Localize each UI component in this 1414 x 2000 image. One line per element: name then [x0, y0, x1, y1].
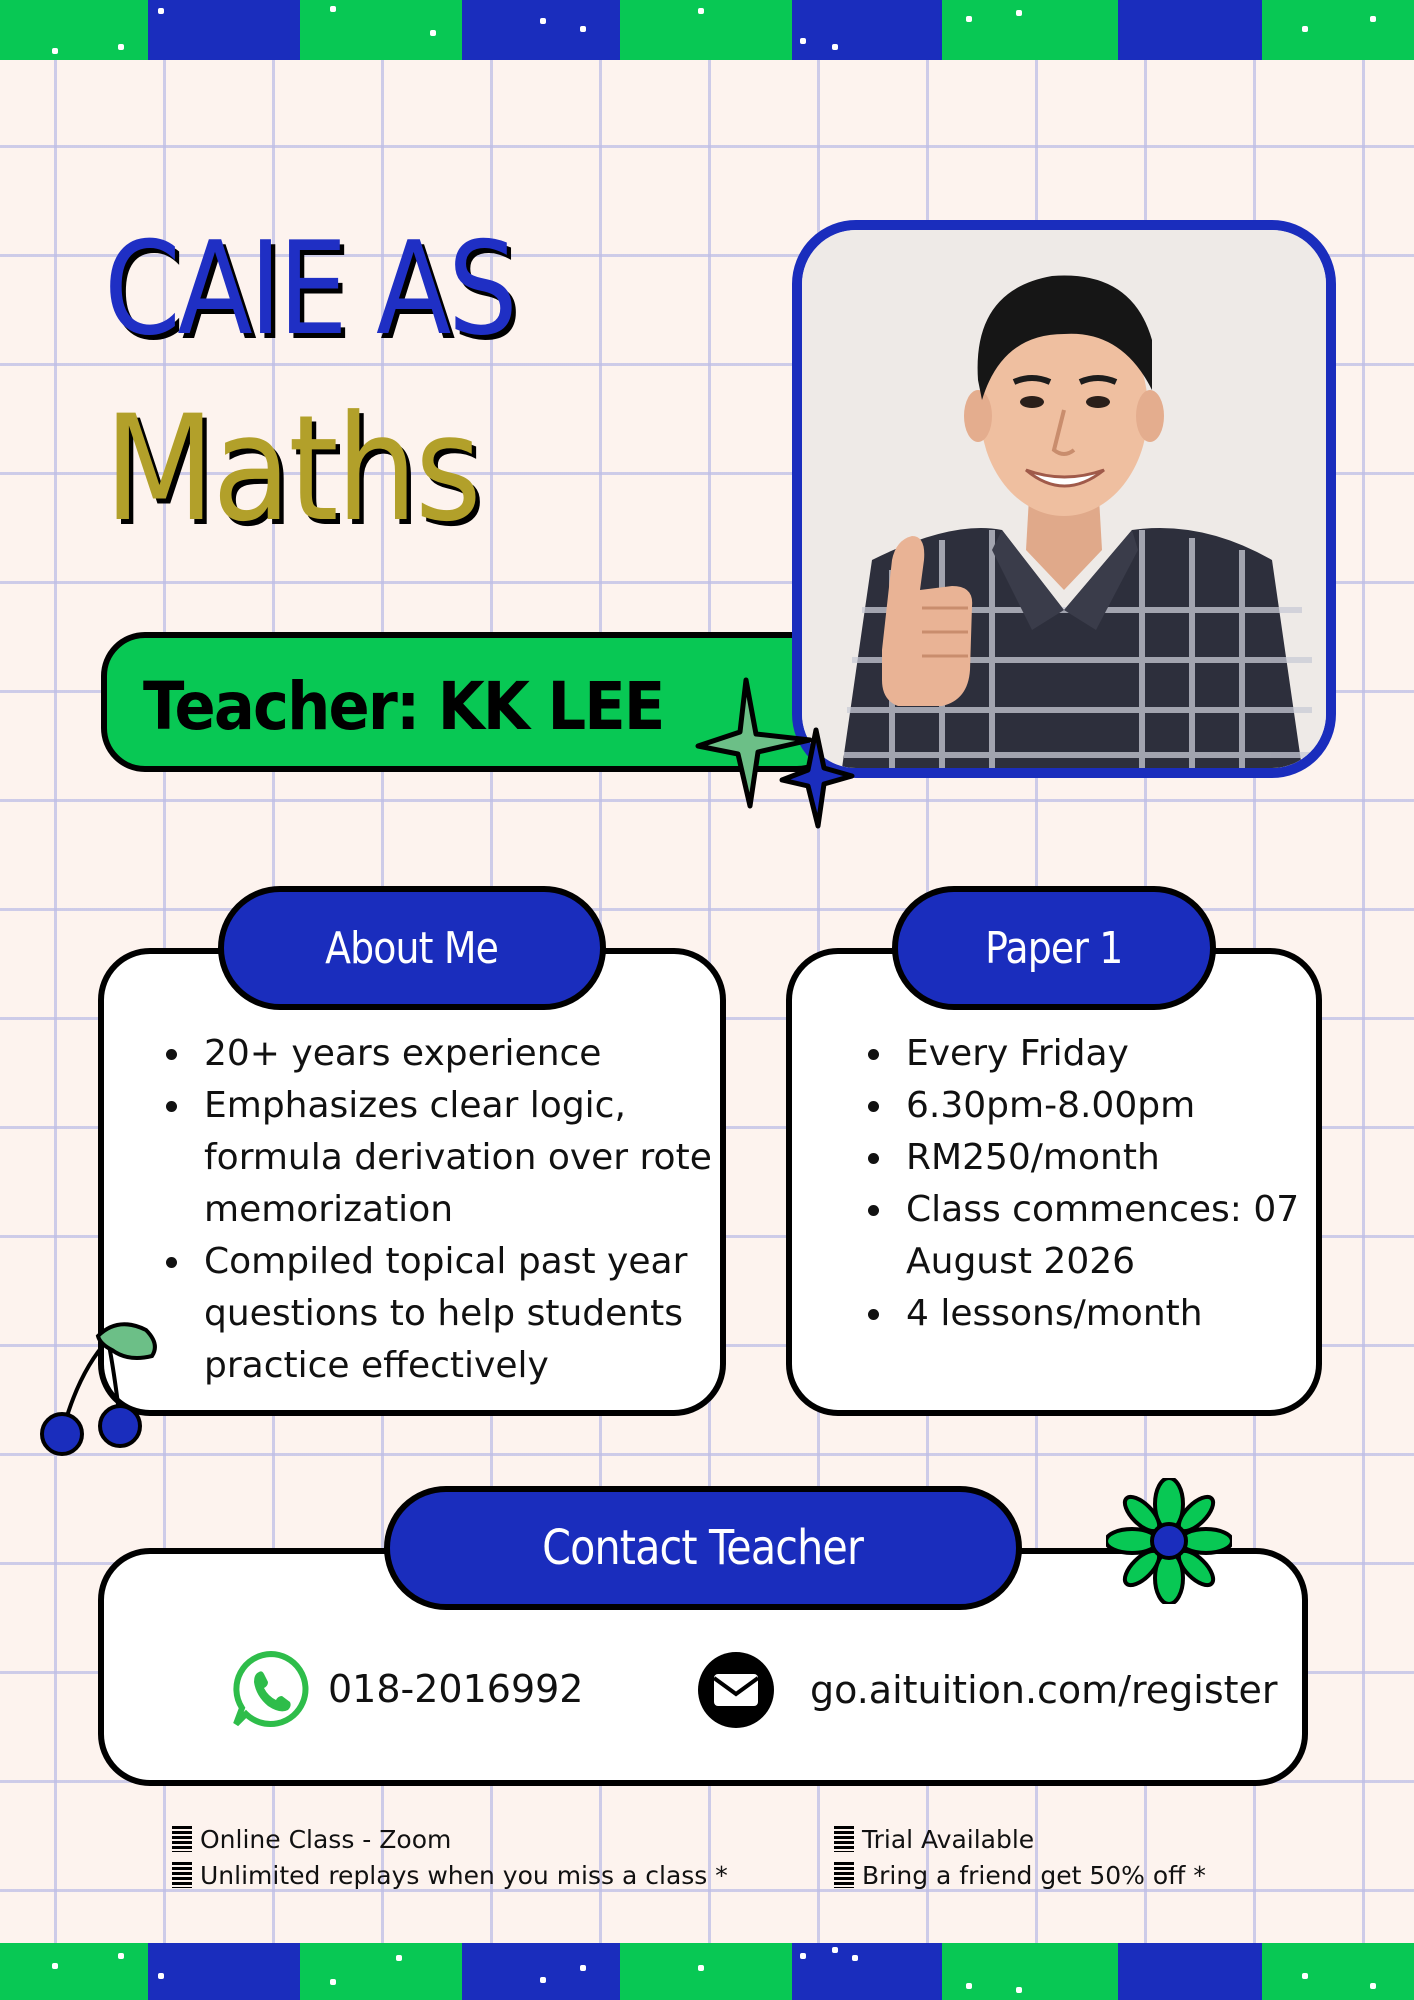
note-online-class: Online Class - Zoom	[172, 1822, 451, 1858]
about-item-experience: 20+ years experience	[160, 1028, 720, 1080]
paper-item-fee: RM250/month	[862, 1132, 1322, 1184]
note-bar-icon	[834, 1862, 854, 1888]
teacher-name-label: Teacher: KK LEE	[143, 668, 664, 745]
paper-item-commence: Class commences: 07 August 2026	[862, 1184, 1322, 1288]
contact-website-url: go.aituition.com/register	[810, 1668, 1278, 1712]
about-me-list	[160, 1028, 720, 1392]
teacher-portrait-illustration	[802, 230, 1326, 768]
note-bar-icon	[834, 1826, 854, 1852]
about-item-past-year: Compiled topical past year questions to help students practice effectively	[160, 1236, 720, 1392]
note-bar-icon	[172, 1826, 192, 1852]
email-icon	[696, 1650, 776, 1730]
top-decorative-stripe	[0, 0, 1414, 60]
paper-item-day: Every Friday	[862, 1028, 1322, 1080]
whatsapp-icon	[232, 1650, 310, 1728]
note-bar-icon	[172, 1862, 192, 1888]
paper-item-time: 6.30pm-8.00pm	[862, 1080, 1322, 1132]
bottom-decorative-stripe	[0, 1943, 1414, 2000]
note-trial: Trial Available	[834, 1822, 1034, 1858]
sparkle-stars-icon	[694, 668, 864, 838]
about-me-heading: About Me	[218, 886, 606, 1010]
note-unlimited-replays: Unlimited replays when you miss a class *	[172, 1858, 728, 1894]
course-title-line1: CAIE AS	[104, 215, 515, 364]
cherry-icon	[28, 1310, 168, 1460]
paper-1-details-list	[862, 1028, 1322, 1340]
course-title-line2: Maths	[104, 384, 480, 554]
paper-1-heading: Paper 1	[892, 886, 1216, 1010]
contact-teacher-heading: Contact Teacher	[384, 1486, 1022, 1610]
flower-icon	[1106, 1478, 1232, 1604]
contact-phone[interactable]	[232, 1650, 583, 1728]
teacher-photo	[792, 220, 1336, 778]
paper-item-lessons: 4 lessons/month	[862, 1288, 1322, 1340]
contact-phone-number: 018-2016992	[328, 1667, 584, 1711]
about-item-logic: Emphasizes clear logic, formula derivation over rote memorization	[160, 1080, 720, 1236]
contact-website[interactable]	[696, 1650, 1278, 1730]
note-bring-friend: Bring a friend get 50% off *	[834, 1858, 1206, 1894]
